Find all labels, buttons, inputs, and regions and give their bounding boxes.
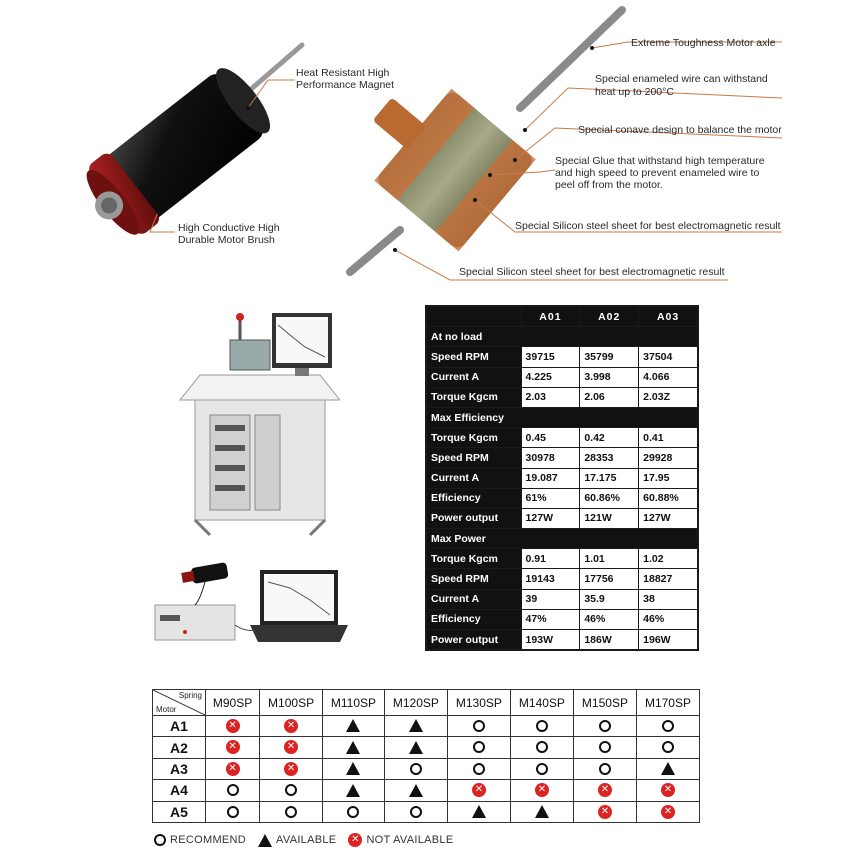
callout-brush-1: High Conductive High: [178, 222, 280, 234]
spec-cell-value: 196W: [639, 630, 698, 651]
compat-table-row: [153, 758, 700, 779]
available-triangle-icon: [409, 741, 423, 754]
spec-table-row: [426, 468, 698, 488]
compat-corner-cell: [153, 690, 206, 716]
callout-silicon-sheet-2: Special Silicon steel sheet for best electromagnetic result: [459, 266, 725, 278]
compat-cell: [510, 716, 573, 737]
spec-cell-value: 39: [521, 589, 580, 609]
recommend-circle-icon: [599, 741, 611, 753]
spec-cell-value: 127W: [521, 508, 580, 528]
spec-table-row: [426, 488, 698, 508]
compat-spring-header: M130SP: [447, 690, 510, 716]
compat-cell: [447, 780, 510, 801]
callout-glue-3: peel off from the motor.: [555, 179, 663, 191]
spec-cell-value: 19.087: [521, 468, 580, 488]
spec-cell-value: 28353: [580, 448, 639, 468]
available-triangle-icon: [346, 741, 360, 754]
spec-row-label: Efficiency: [426, 488, 521, 508]
spec-row-label: Speed RPM: [426, 448, 521, 468]
motor-body-image: [71, 45, 302, 249]
spec-cell-value: 4.225: [521, 367, 580, 387]
compat-spring-header: M120SP: [384, 690, 447, 716]
legend-recommend: [154, 834, 246, 846]
not-available-x-icon: ✕: [284, 762, 298, 776]
spec-table-row: [426, 347, 698, 367]
compat-spring-header: M90SP: [206, 690, 260, 716]
compat-motor-label: A5: [153, 801, 206, 822]
spec-cell-value: 3.998: [580, 367, 639, 387]
compat-cell: [510, 737, 573, 758]
not-available-x-icon: ✕: [284, 740, 298, 754]
spec-cell-value: 30978: [521, 448, 580, 468]
dyno-test-bench-image: [160, 305, 340, 540]
compat-cell: [323, 737, 385, 758]
compat-spring-header: M150SP: [573, 690, 636, 716]
spec-table-row: [426, 448, 698, 468]
not-available-x-icon: ✕: [598, 805, 612, 819]
recommend-circle-icon: [473, 720, 485, 732]
spec-section-title: Max Efficiency: [426, 407, 698, 427]
corner-spring-label: Spring: [178, 691, 202, 700]
compat-motor-label: A3: [153, 758, 206, 779]
spec-row-label: Power output: [426, 630, 521, 651]
recommend-circle-icon: [410, 763, 422, 775]
spec-row-label: Efficiency: [426, 609, 521, 629]
compat-cell: [573, 758, 636, 779]
spec-table-row: [426, 589, 698, 609]
spec-cell-value: 0.91: [521, 549, 580, 569]
spec-cell-value: 47%: [521, 609, 580, 629]
compat-cell: [260, 716, 323, 737]
spec-cell-value: 2.03: [521, 387, 580, 407]
legend-available: [258, 834, 336, 847]
spec-cell-value: 121W: [580, 508, 639, 528]
available-triangle-icon: [409, 784, 423, 797]
compat-legend: [154, 833, 466, 847]
spec-table-row: [426, 569, 698, 589]
recommend-circle-icon: [154, 834, 166, 846]
spec-section-title: Max Power: [426, 529, 698, 549]
compat-cell: [636, 737, 699, 758]
compat-cell: [636, 801, 699, 822]
spec-section-row: [426, 529, 698, 549]
not-available-x-icon: ✕: [535, 783, 549, 797]
spec-table-row: [426, 549, 698, 569]
recommend-circle-icon: [536, 741, 548, 753]
motor-spec-table: [425, 305, 699, 651]
not-available-x-icon: ✕: [226, 740, 240, 754]
spec-cell-value: 186W: [580, 630, 639, 651]
spec-table-body: [426, 327, 698, 651]
not-available-x-icon: ✕: [598, 783, 612, 797]
compat-cell: [573, 716, 636, 737]
spec-table-row: [426, 367, 698, 387]
compat-cell: [323, 716, 385, 737]
recommend-circle-icon: [662, 741, 674, 753]
compat-motor-label: A2: [153, 737, 206, 758]
recommend-circle-icon: [285, 806, 297, 818]
compat-cell: [206, 801, 260, 822]
available-triangle-icon: [346, 719, 360, 732]
compat-cell: [510, 801, 573, 822]
spec-col-a01: A01: [521, 306, 580, 327]
compat-cell: [384, 758, 447, 779]
compat-cell: [323, 758, 385, 779]
compat-table-row: [153, 716, 700, 737]
compat-cell: [573, 737, 636, 758]
recommend-circle-icon: [410, 806, 422, 818]
spec-row-label: Speed RPM: [426, 569, 521, 589]
spec-cell-value: 127W: [639, 508, 698, 528]
spec-cell-value: 39715: [521, 347, 580, 367]
available-triangle-icon: [535, 805, 549, 818]
compat-cell: [573, 780, 636, 801]
compat-table-row: [153, 737, 700, 758]
compat-cell: [260, 780, 323, 801]
spec-section-row: [426, 407, 698, 427]
spec-cell-value: 0.45: [521, 428, 580, 448]
compat-cell: [447, 737, 510, 758]
spec-row-label: Torque Kgcm: [426, 549, 521, 569]
spec-cell-value: 46%: [639, 609, 698, 629]
callout-silicon-sheet-1: Special Silicon steel sheet for best electromagnetic result: [515, 220, 781, 232]
spec-cell-value: 61%: [521, 488, 580, 508]
compat-cell: [323, 801, 385, 822]
compat-cell: [636, 758, 699, 779]
spec-section-title: At no load: [426, 327, 698, 347]
recommend-circle-icon: [536, 763, 548, 775]
legend-recommend-label: RECOMMEND: [170, 834, 247, 846]
not-available-x-icon: ✕: [661, 805, 675, 819]
available-triangle-icon: [661, 762, 675, 775]
spec-cell-value: 1.01: [580, 549, 639, 569]
spec-header-row: [426, 306, 698, 327]
spec-cell-value: 4.066: [639, 367, 698, 387]
spec-cell-value: 1.02: [639, 549, 698, 569]
compat-cell: [260, 801, 323, 822]
compat-motor-label: A1: [153, 716, 206, 737]
callout-brush-2: Durable Motor Brush: [178, 234, 275, 246]
spec-cell-value: 37504: [639, 347, 698, 367]
spec-cell-value: 60.88%: [639, 488, 698, 508]
recommend-circle-icon: [285, 784, 297, 796]
recommend-circle-icon: [473, 763, 485, 775]
not-available-x-icon: ✕: [226, 719, 240, 733]
spec-cell-value: 46%: [580, 609, 639, 629]
not-available-x-icon: ✕: [284, 719, 298, 733]
compat-cell: [384, 716, 447, 737]
compat-cell: [323, 780, 385, 801]
spec-table-row: [426, 609, 698, 629]
compat-spring-header: M100SP: [260, 690, 323, 716]
spec-col-a02: A02: [580, 306, 639, 327]
available-triangle-icon: [472, 805, 486, 818]
spec-cell-value: 193W: [521, 630, 580, 651]
recommend-circle-icon: [599, 763, 611, 775]
not-available-x-icon: ✕: [661, 783, 675, 797]
callout-glue-1: Special Glue that withstand high temperature: [555, 155, 765, 167]
armature-image: [344, 10, 622, 272]
spec-table-row: [426, 387, 698, 407]
not-available-x-icon: ✕: [348, 833, 362, 847]
compat-cell: [447, 758, 510, 779]
spec-cell-value: 38: [639, 589, 698, 609]
compat-cell: [206, 716, 260, 737]
callout-enameled-wire-2: heat up to 200°C: [595, 86, 674, 98]
spec-cell-value: 17.175: [580, 468, 639, 488]
spec-row-label: Speed RPM: [426, 347, 521, 367]
callout-motor-axle: Extreme Toughness Motor axle: [631, 37, 776, 49]
available-triangle-icon: [409, 719, 423, 732]
spec-cell-value: 18827: [639, 569, 698, 589]
spec-cell-value: 2.03Z: [639, 387, 698, 407]
spec-cell-value: 35799: [580, 347, 639, 367]
motor-analyzer-image: [150, 560, 350, 650]
compat-cell: [636, 780, 699, 801]
spec-row-label: Current A: [426, 468, 521, 488]
compat-cell: [260, 737, 323, 758]
spec-table-row: [426, 428, 698, 448]
compat-cell: [384, 780, 447, 801]
spring-motor-compatibility-table: [152, 689, 700, 823]
recommend-circle-icon: [536, 720, 548, 732]
compat-cell: [260, 758, 323, 779]
spec-header-blank: [426, 306, 521, 327]
spec-table-row: [426, 630, 698, 651]
compat-header-row: [153, 690, 700, 716]
spec-table-row: [426, 508, 698, 528]
spec-col-a03: A03: [639, 306, 698, 327]
compat-cell: [510, 758, 573, 779]
spec-section-row: [426, 327, 698, 347]
callout-magnet-1: Heat Resistant High: [296, 67, 390, 79]
compat-table-row: [153, 801, 700, 822]
compat-motor-label: A4: [153, 780, 206, 801]
spec-row-label: Current A: [426, 367, 521, 387]
spec-cell-value: 29928: [639, 448, 698, 468]
compat-cell: [206, 737, 260, 758]
compat-cell: [447, 716, 510, 737]
compat-cell: [447, 801, 510, 822]
legend-not-available-label: NOT AVAILABLE: [366, 834, 454, 846]
callout-enameled-wire-1: Special enameled wire can withstand: [595, 73, 768, 85]
compat-cell: [510, 780, 573, 801]
available-triangle-icon: [346, 762, 360, 775]
compat-cell: [573, 801, 636, 822]
not-available-x-icon: ✕: [472, 783, 486, 797]
compat-cell: [636, 716, 699, 737]
spec-cell-value: 17756: [580, 569, 639, 589]
not-available-x-icon: ✕: [226, 762, 240, 776]
corner-motor-label: Motor: [156, 705, 177, 714]
compat-spring-header: M140SP: [510, 690, 573, 716]
recommend-circle-icon: [473, 741, 485, 753]
spec-cell-value: 35.9: [580, 589, 639, 609]
available-triangle-icon: [258, 834, 272, 847]
spec-cell-value: 17.95: [639, 468, 698, 488]
compat-cell: [206, 758, 260, 779]
recommend-circle-icon: [347, 806, 359, 818]
spec-row-label: Power output: [426, 508, 521, 528]
available-triangle-icon: [346, 784, 360, 797]
compat-table-row: [153, 780, 700, 801]
callout-magnet-2: Performance Magnet: [296, 79, 395, 91]
spec-cell-value: 0.41: [639, 428, 698, 448]
compat-spring-header: M170SP: [636, 690, 699, 716]
recommend-circle-icon: [599, 720, 611, 732]
compat-cell: [384, 801, 447, 822]
recommend-circle-icon: [662, 720, 674, 732]
spec-cell-value: 2.06: [580, 387, 639, 407]
spec-cell-value: 0.42: [580, 428, 639, 448]
legend-not-available: [348, 833, 453, 847]
compat-cell: [206, 780, 260, 801]
spec-cell-value: 60.86%: [580, 488, 639, 508]
spec-cell-value: 19143: [521, 569, 580, 589]
legend-available-label: AVAILABLE: [276, 834, 337, 846]
spec-row-label: Current A: [426, 589, 521, 609]
spec-row-label: Torque Kgcm: [426, 428, 521, 448]
compat-spring-header: M110SP: [323, 690, 385, 716]
compat-table-body: [153, 716, 700, 823]
compat-cell: [384, 737, 447, 758]
callout-conave-design: Special conave design to balance the motor: [578, 124, 782, 136]
spec-row-label: Torque Kgcm: [426, 387, 521, 407]
callout-glue-2: and high speed to prevent enameled wire to: [555, 167, 760, 179]
recommend-circle-icon: [227, 784, 239, 796]
recommend-circle-icon: [227, 806, 239, 818]
